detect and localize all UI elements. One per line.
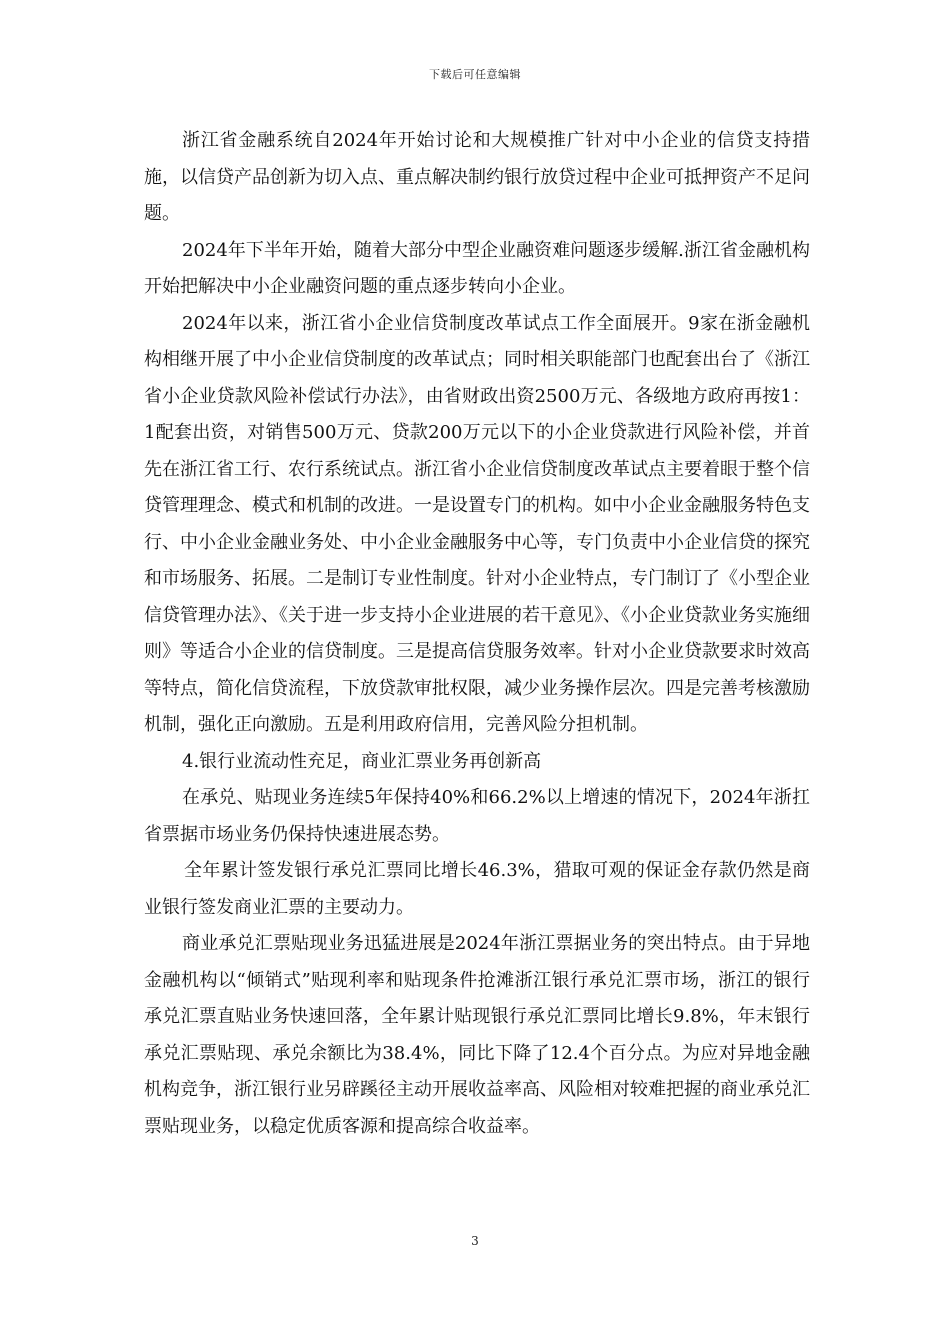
page-number: 3 [471,1234,479,1248]
body-text [144,123,810,1145]
page-header: 下载后可任意编辑 [429,68,521,81]
paragraph-6: 商业承兑汇票贴现业务迅猛进展是2024年浙江票据业务的突出特点。由于异地金融机构以“倾销式”贴现利率和贴现条件抢滩浙江银行承兑汇票市场，浙江的银行承兑汇票直贴业务快速回落，全年累计贴现银行承兑汇票同比增长9.8%，年末银行承兑汇票贴现、承兑余额比为38.4%，同比下降了12.4个百分点。为应对异地金融机构竞争，浙江银行业另辟蹊径主动开展收益率高、风险相对较难把握的商业承兑汇票贴现业务，以稳定优质客源和提高综合收益率。 [144,933,810,1137]
paragraph-4: 在承兑、贴现业务连续5年保持40%和66.2%以上增速的情况下，2024年浙扛省票据市场业务仍保持快速进展态势。 [144,787,810,845]
paragraph-5: 全年累计签发银行承兑汇票同比增长46.3%，猎取可观的保证金存款仍然是商业银行签发商业汇票的主要动力。 [144,860,810,918]
section-heading: 4.银行业流动性充足，商业汇票业务再创新高 [182,750,542,772]
paragraph-1: 浙江省金融系统自2024年开始讨论和大规模推广针对中小企业的信贷支持措施，以信贷产品创新为切入点、重点解决制约银行放贷过程中企业可抵押资产不足问题。 [144,130,810,224]
paragraph-2: 2024年下半年开始，随着大部分中型企业融资难问题逐步缓解.浙江省金融机构开始把解决中小企业融资问题的重点逐步转向小企业。 [144,239,810,297]
paragraph-3: 2024年以来，浙江省小企业信贷制度改革试点工作全面展开。9家在浙金融机构相继开展了中小企业信贷制度的改革试点；同时相关职能部门也配套出台了《浙江省小企业贷款风险补偿试行办法》，由省财政出资2500万元、各级地方政府再按1：1配套出资，对销售500万元、贷款200万元以下的小企业贷款进行风险补偿，并首先在浙江省工行、农行系统试点。浙江省小企业信贷制度改革试点主要着眼于整个信贷管理理念、模式和机制的改进。一是设置专门的机构。如中小企业金融服务特色支行、中小企业金融业务处、中小企业金融服务中心等，专门负责中小企业信贷的探究和市场服务、拓展。二是制订专业性制度。针对小企业特点，专门制订了《小型企业信贷管理办法》、《关于进一步支持小企业进展的若干意见》、《小企业贷款业务实施细则》等适合小企业的信贷制度。三是提高信贷服务效率。针对小企业贷款要求时效高等特点，简化信贷流程，下放贷款审批权限，减少业务操作层次。四是完善考核激励机制，强化正向激励。五是利用政府信用，完善风险分担机制。 [144,312,810,735]
